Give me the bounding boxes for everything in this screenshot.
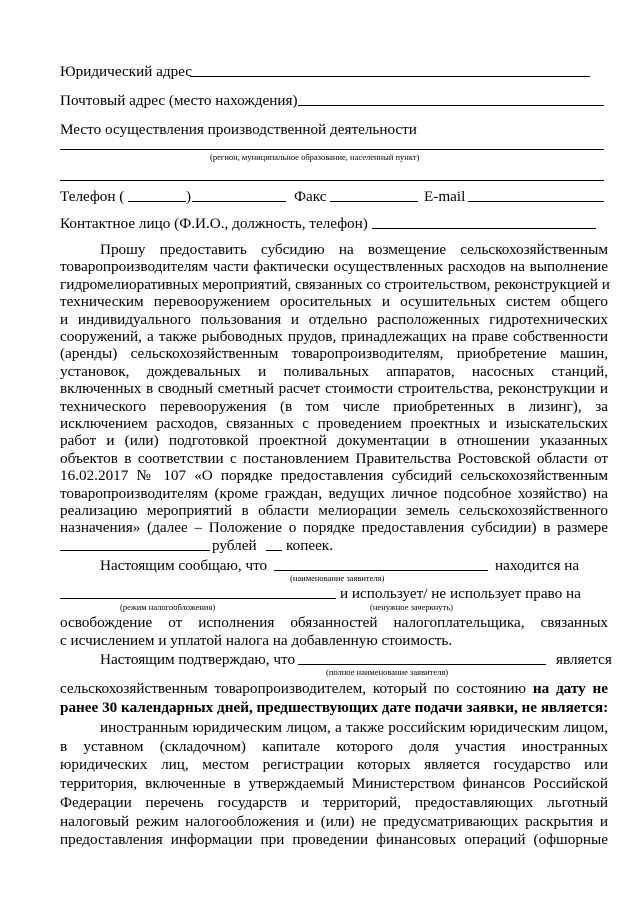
req-line: назначения» (далее – Положение о порядке предоставления субсидии) в размере xyxy=(60,519,608,537)
phone-code-field[interactable] xyxy=(128,201,186,202)
off-line: юридических лиц, местом регистрации которых является государство или xyxy=(60,756,608,774)
phone-close: ) xyxy=(186,188,192,205)
kopecks-label: копеек. xyxy=(286,537,333,554)
req-line: работ и (или) подготовкой проектной документации в отношении указанных xyxy=(60,432,608,450)
email-label: E-mail xyxy=(424,188,466,205)
req-line: техническим перевооружением оросительных и осушительных систем общего xyxy=(60,293,608,311)
req-line: объектов в соответствии с постановлением Правительства Ростовской области от xyxy=(60,449,608,467)
postal-address-field[interactable] xyxy=(298,105,604,106)
uses-right-text: и использует/ не использует право на xyxy=(340,585,581,602)
req-line: гидромелиоративных мероприятий, связанных со строительством, реконструкцией и xyxy=(60,275,610,293)
phone-number-field[interactable] xyxy=(192,201,286,202)
req-line: технического перевооружения (в том числе приобретенных в лизинг), за xyxy=(60,397,608,415)
off-line: Федерации перечень государств и территорий, предоставляющих льготный xyxy=(60,793,608,811)
full-name-field[interactable] xyxy=(298,664,546,665)
located-on-text: находится на xyxy=(495,557,580,574)
req-line: 16.02.2017 № 107 «О порядке предоставления субсидий сельскохозяйственным xyxy=(60,467,608,485)
region-caption: (регион, муниципальное образование, населенный пункт) xyxy=(210,152,420,162)
off-line: налоговый режим налогообложения и (или) не предусматривающих раскрытия и xyxy=(60,812,608,830)
req-line: Прошу предоставить субсидию на возмещение сельскохозяйственным xyxy=(100,241,608,258)
full-name-caption: (полное наименование заявителя) xyxy=(326,667,449,677)
confirm-line-2: ранее 30 календарных дней, предшествующих дате подачи заявки, не является: xyxy=(60,699,609,716)
legal-address-field[interactable] xyxy=(190,76,590,77)
off-line: в уставном (складочном) капитале которого доля участия иностранных xyxy=(60,737,608,755)
confirm-line-1: сельскохозяйственным товаропроизводителем, который по состоянию на дату не xyxy=(60,680,609,697)
phone-label: Телефон ( xyxy=(60,188,125,205)
req-line: исключением расходов, связанных с проведением проектных и изыскательских xyxy=(60,415,608,432)
off-line: иностранным юридическим лицом, а также российским юридическим лицом, xyxy=(100,719,608,736)
req-line: (аренды) сельскохозяйственным товаропроизводителям, приобретение машин, xyxy=(60,345,608,363)
req-line: сооружений, а также рыбоводных прудов, принадлежащих на праве собственности xyxy=(60,328,608,345)
req-line: установок, дождевальных и поливальных аппаратов, насосных станций, xyxy=(60,362,608,380)
applicant-name-field[interactable] xyxy=(274,570,488,571)
production-place-field-2[interactable] xyxy=(60,180,604,181)
confirm-intro: Настоящим подтверждаю, что xyxy=(100,651,296,668)
req-line: товаропроизводителям части фактически осуществленных расходов на выполнение xyxy=(60,258,608,276)
kopecks-amount-field[interactable] xyxy=(266,550,282,551)
contact-field[interactable] xyxy=(372,228,596,229)
production-place-label: Место осуществления производственной деятельности xyxy=(60,121,417,138)
rubles-label: рублей xyxy=(212,537,257,554)
contact-label: Контактное лицо (Ф.И.О., должность, телефон) xyxy=(60,215,368,232)
production-place-field[interactable] xyxy=(60,149,604,150)
req-line: и индивидуального пользования и отдельно расположенных гидротехнических xyxy=(60,310,608,328)
applicant-caption: (наименование заявителя) xyxy=(290,573,385,583)
cross-out-caption: (ненужное зачеркнуть) xyxy=(370,602,453,612)
tax-regime-caption: (режим налогообложения) xyxy=(120,602,216,612)
tax-regime-field[interactable] xyxy=(60,598,336,599)
req-line: товаропроизводителям (кроме граждан, ведущих личное подсобное хозяйство) на xyxy=(60,484,608,502)
off-line: предоставления информации при проведении финансовых операций (офшорные xyxy=(60,831,608,849)
exemption-line-1: освобождение от исполнения обязанностей налогоплательщика, связанных xyxy=(60,614,608,631)
fax-label: Факс xyxy=(294,188,327,205)
postal-address-label: Почтовый адрес (место нахождения) xyxy=(60,92,298,109)
legal-address-label: Юридический адрес xyxy=(60,63,193,80)
notice-intro: Настоящим сообщаю, что xyxy=(100,557,268,574)
fax-field[interactable] xyxy=(330,201,418,202)
req-line: включенных в сводный сметный расчет стоимости строительства, реконструкции и xyxy=(60,380,608,398)
off-line: территория, включенные в утверждаемый Министерством финансов Российской xyxy=(60,775,608,793)
rubles-amount-field[interactable] xyxy=(60,550,210,551)
is-text: является xyxy=(556,651,612,668)
email-field[interactable] xyxy=(468,201,604,202)
req-line: реализацию мероприятий в области мелиорации земель сельскохозяйственного xyxy=(60,502,608,519)
exemption-line-2: с исчислением и уплатой налога на добавленную стоимость. xyxy=(60,632,453,649)
